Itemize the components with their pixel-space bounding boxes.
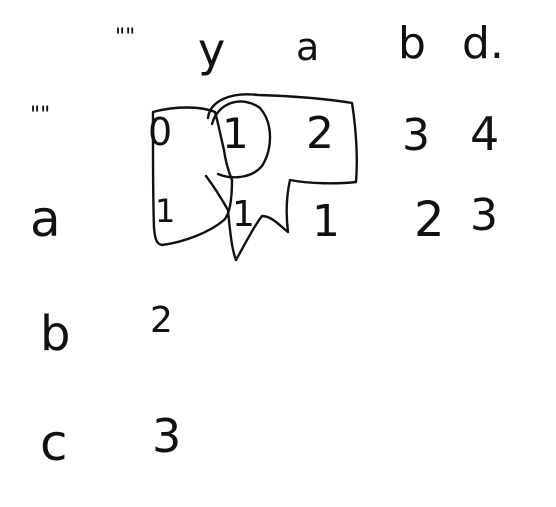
cell-a-2: 1 bbox=[312, 196, 340, 247]
header-label-d: d. bbox=[462, 18, 504, 69]
row-label-a: a bbox=[30, 190, 61, 248]
cell-first-row-4: 4 bbox=[470, 107, 500, 161]
header-label-b: b bbox=[398, 18, 426, 69]
row-label-c: c bbox=[40, 414, 68, 472]
cell-a-0: 1 bbox=[155, 192, 176, 230]
cell-first-row-1: 1 bbox=[222, 109, 249, 158]
row-label-b: b bbox=[40, 306, 71, 362]
row-label-empty-string: "" bbox=[30, 103, 51, 128]
header-label-a: a bbox=[296, 25, 320, 69]
cell-c-0: 3 bbox=[152, 409, 182, 463]
header-empty-string-label: "" bbox=[115, 25, 136, 50]
cell-a-3: 2 bbox=[414, 192, 445, 248]
cell-first-row-0: 0 bbox=[148, 110, 173, 154]
cell-first-row-3: 3 bbox=[402, 110, 430, 161]
cell-a-4: 3 bbox=[470, 190, 498, 241]
cell-first-row-2: 2 bbox=[306, 108, 334, 159]
header-label-y: y bbox=[198, 23, 226, 77]
cell-a-1: 1 bbox=[232, 194, 255, 235]
cell-b-0: 2 bbox=[150, 300, 173, 341]
